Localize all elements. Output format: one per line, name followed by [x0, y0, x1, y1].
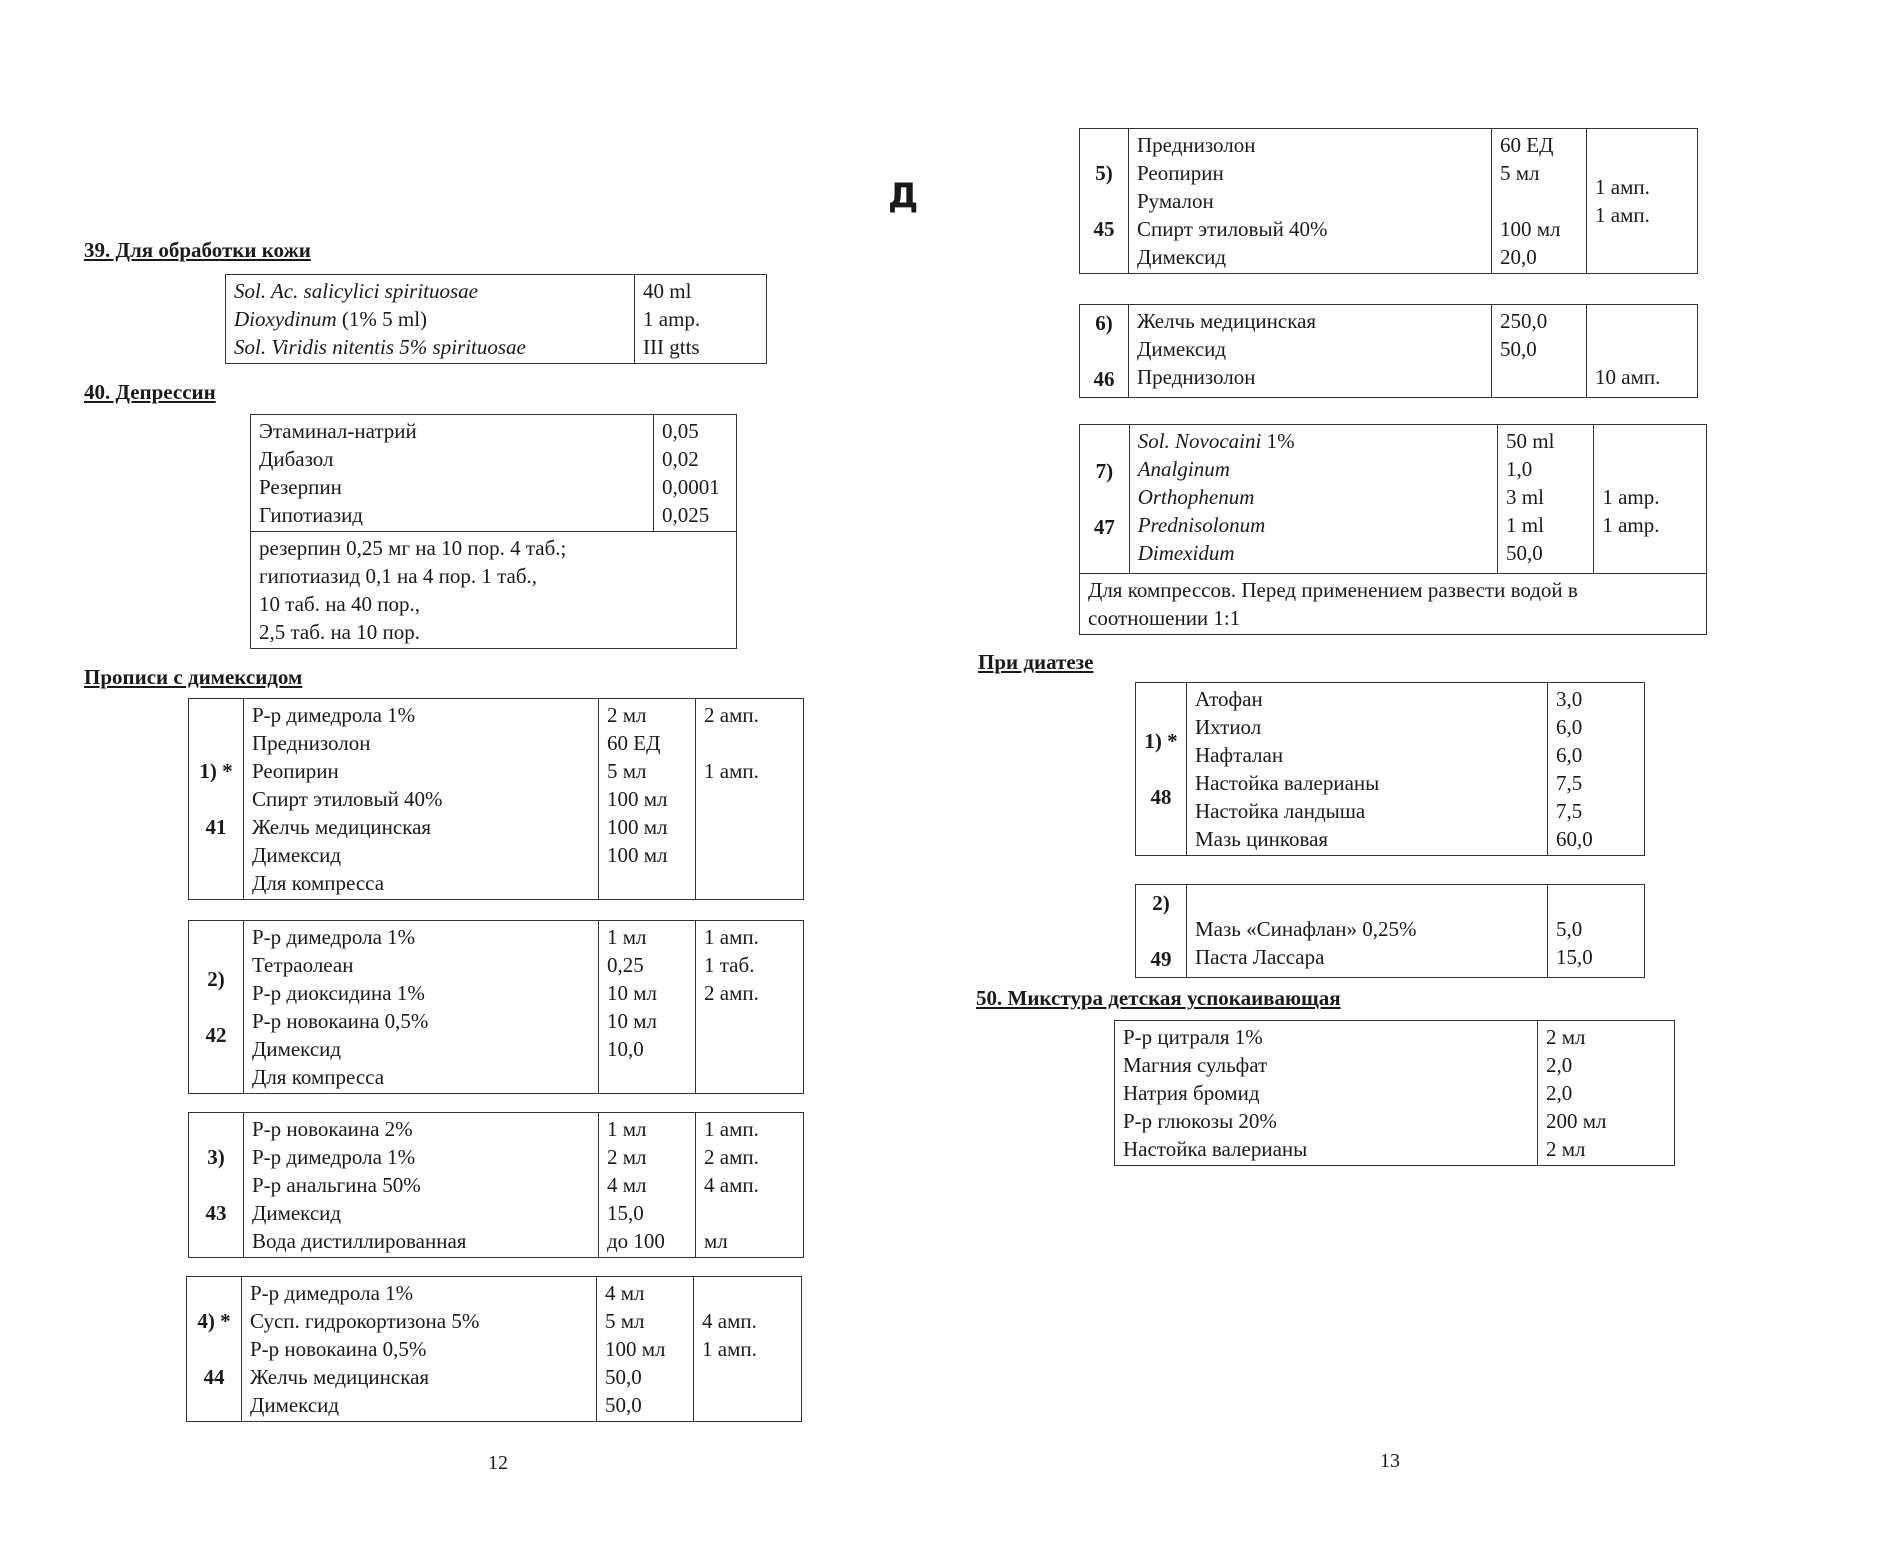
- rx48-label: 1) *: [1144, 729, 1178, 753]
- rx44-amp: 4 амп.: [702, 1309, 757, 1333]
- rx40-name-2: Дибазол: [259, 447, 334, 471]
- rx41-label: 1) *: [199, 759, 233, 783]
- table-rx41: [188, 698, 804, 900]
- rx43-qty: до 100: [607, 1229, 665, 1253]
- rx42-qtys: [599, 921, 696, 1094]
- rx50-qty: 2 мл: [1546, 1025, 1586, 1049]
- rx41-qty: 100 мл: [607, 815, 668, 839]
- rx44-name: Р-р димедрола 1%: [250, 1281, 414, 1305]
- rx43-name: Р-р новокаина 2%: [252, 1117, 413, 1141]
- section-letter: Д: [888, 176, 919, 216]
- rx39-qty-2: 1 amp.: [643, 307, 701, 331]
- rx46-label: 6): [1095, 311, 1113, 335]
- rx49-names: [1187, 885, 1548, 978]
- rx42-name: Р-р димедрола 1%: [252, 925, 416, 949]
- rx45-qty: [1500, 187, 1578, 215]
- rx50-name: Магния сульфат: [1123, 1053, 1268, 1077]
- rx48-name: Нафталан: [1195, 743, 1284, 767]
- rx50-name: Настойка валерианы: [1123, 1137, 1308, 1161]
- rx47-qty: 50,0: [1505, 541, 1543, 565]
- table-rx40: [250, 414, 737, 649]
- rx44-name: Сусп. гидрокортизона 5%: [250, 1309, 480, 1333]
- table-rx39: [225, 274, 767, 364]
- rx47-amp: 1 amp.: [1602, 485, 1660, 509]
- rx46-qtys: [1492, 305, 1587, 398]
- rx41-name: Спирт этиловый 40%: [252, 787, 443, 811]
- heading-dimexid: Прописи с димексидом: [84, 665, 303, 689]
- rx47-names: [1129, 425, 1497, 574]
- rx41-amp: 1 амп.: [704, 759, 759, 783]
- rx48-qty: 7,5: [1556, 771, 1583, 795]
- rx44-amps: [694, 1277, 802, 1422]
- rx41-qty: [607, 869, 687, 897]
- rx46-amps: [1587, 305, 1698, 398]
- rx43-qty: 1 мл: [607, 1117, 647, 1141]
- rx40-qty-2: 0,02: [662, 447, 699, 471]
- rx49-name: Мазь «Синафлан» 0,25%: [1195, 917, 1417, 941]
- table-rx47: [1079, 424, 1707, 635]
- table-rx49: [1135, 884, 1645, 978]
- rx44-name: Р-р новокаина 0,5%: [250, 1337, 427, 1361]
- rx47-name: Orthophenum: [1137, 485, 1255, 509]
- rx46-amp: [1595, 335, 1689, 363]
- rx47-num: 47: [1093, 515, 1115, 539]
- rx43-amps: [696, 1113, 804, 1258]
- rx40-note-1: резерпин 0,25 мг на 10 пор. 4 таб.;: [259, 536, 567, 560]
- rx44-number-cell: [187, 1277, 242, 1422]
- rx50-qty: 2 мл: [1546, 1137, 1586, 1161]
- rx39-qtys: [635, 275, 767, 364]
- rx50-name: Р-р глюкозы 20%: [1123, 1109, 1277, 1133]
- rx44-qty: 100 мл: [605, 1337, 666, 1361]
- rx49-qty: 15,0: [1556, 945, 1593, 969]
- rx47-label: 7): [1095, 459, 1114, 483]
- table-rx50: [1114, 1020, 1675, 1166]
- rx50-name: Натрия бромид: [1123, 1081, 1260, 1105]
- rx48-qty: 60,0: [1556, 827, 1593, 851]
- rx43-amp: [704, 1199, 795, 1227]
- rx40-note-2: гипотиазид 0,1 на 4 пор. 1 таб.,: [259, 564, 538, 588]
- rx44-qtys: [597, 1277, 694, 1422]
- rx42-number-cell: [189, 921, 244, 1094]
- rx49-qty: 5,0: [1556, 917, 1583, 941]
- rx41-amp: 2 амп.: [704, 703, 759, 727]
- rx42-name: Р-р новокаина 0,5%: [252, 1009, 429, 1033]
- rx39-qty-1: 40 ml: [643, 279, 692, 303]
- rx42-qty: 0,25: [607, 953, 644, 977]
- rx45-qty: 60 ЕД: [1500, 133, 1554, 157]
- rx45-amps: [1587, 129, 1698, 274]
- rx42-num: 42: [205, 1023, 227, 1047]
- rx50-names: [1115, 1021, 1538, 1166]
- rx40-note-4: 2,5 таб. на 10 пор.: [259, 620, 420, 644]
- rx39-names: [226, 275, 635, 364]
- rx48-qty: 6,0: [1556, 715, 1583, 739]
- rx50-name: Р-р цитраля 1%: [1123, 1025, 1263, 1049]
- rx43-amp: мл: [704, 1229, 728, 1253]
- rx47-qty: 3 ml: [1505, 485, 1544, 509]
- rx46-number-cell: [1080, 305, 1129, 398]
- rx40-qtys: [654, 415, 737, 532]
- rx43-name: Вода дистиллированная: [252, 1229, 467, 1253]
- rx45-name: Димексид: [1137, 245, 1227, 269]
- rx48-name: Атофан: [1195, 687, 1263, 711]
- rx41-qty: 60 ЕД: [607, 731, 661, 755]
- rx43-name: Р-р анальгина 50%: [252, 1173, 421, 1197]
- rx49-qty: [1556, 887, 1636, 915]
- rx42-qty: 10 мл: [607, 1009, 658, 1033]
- rx47-qty: 50 ml: [1505, 429, 1555, 453]
- rx48-names: [1187, 683, 1548, 856]
- rx50-qty: 2,0: [1546, 1053, 1573, 1077]
- rx48-qty: 3,0: [1556, 687, 1583, 711]
- rx47-amp: 1 amp.: [1602, 513, 1660, 537]
- rx42-amp: 1 таб.: [704, 953, 755, 977]
- rx47-note: Для компрессов. Перед применением развести водой в соотношении 1:1: [1080, 574, 1707, 635]
- table-rx42: [188, 920, 804, 1094]
- rx42-amps: [696, 921, 804, 1094]
- rx42-qty: 10 мл: [607, 981, 658, 1005]
- rx42-amp: 2 амп.: [704, 981, 759, 1005]
- rx49-name: Паста Лассара: [1195, 945, 1325, 969]
- rx44-qty: 5 мл: [605, 1309, 645, 1333]
- rx49-qtys: [1548, 885, 1645, 978]
- rx50-qtys: [1538, 1021, 1675, 1166]
- rx43-label: 3): [207, 1145, 225, 1169]
- rx40-note-3: 10 таб. на 40 пор.,: [259, 592, 420, 616]
- rx42-name: Р-р диоксидина 1%: [252, 981, 425, 1005]
- table-rx43: [188, 1112, 804, 1258]
- rx40-qty-3: 0,0001: [662, 475, 720, 499]
- rx40-name-3: Резерпин: [259, 475, 342, 499]
- rx41-num: 41: [205, 815, 227, 839]
- rx46-name: Преднизолон: [1137, 365, 1256, 389]
- rx42-qty: 10,0: [607, 1037, 644, 1061]
- table-rx48: [1135, 682, 1645, 856]
- rx41-qty: 100 мл: [607, 787, 668, 811]
- rx42-qty: 1 мл: [607, 925, 647, 949]
- rx40-qty-4: 0,025: [662, 503, 710, 527]
- rx48-name: Ихтиол: [1195, 715, 1262, 739]
- rx44-names: [242, 1277, 597, 1422]
- rx43-names: [244, 1113, 599, 1258]
- rx45-qty: 5 мл: [1500, 161, 1540, 185]
- rx49-number-cell: [1136, 885, 1187, 978]
- rx44-name: Димексид: [250, 1393, 340, 1417]
- page-number-right: 13: [1380, 1450, 1400, 1472]
- rx49-label: 2): [1152, 891, 1170, 915]
- rx44-name: Желчь медицинская: [250, 1365, 430, 1389]
- rx41-qty: 5 мл: [607, 759, 647, 783]
- rx41-qtys: [599, 699, 696, 900]
- rx47-amp: [1602, 539, 1698, 567]
- heading-rx39: 39. Для обработки кожи: [84, 238, 311, 262]
- rx44-qty: 50,0: [605, 1393, 642, 1417]
- rx39-qty-3: III gtts: [643, 335, 700, 359]
- rx47-amps: [1594, 425, 1707, 574]
- rx44-label: 4) *: [197, 1309, 231, 1333]
- rx42-amp: 1 амп.: [704, 925, 759, 949]
- rx40-name-1: Этаминал-натрий: [259, 419, 417, 443]
- rx46-name: Димексид: [1137, 337, 1227, 361]
- rx50-qty: 200 мл: [1546, 1109, 1607, 1133]
- rx45-name: Реопирин: [1137, 161, 1224, 185]
- rx45-names: [1129, 129, 1492, 274]
- rx46-qty: 250,0: [1500, 309, 1548, 333]
- rx45-name: Спирт этиловый 40%: [1137, 217, 1328, 241]
- rx43-num: 43: [205, 1201, 227, 1225]
- rx45-qty: 100 мл: [1500, 217, 1561, 241]
- heading-diathesis: При диатезе: [978, 650, 1094, 674]
- rx40-names: [251, 415, 654, 532]
- rx48-name: Настойка валерианы: [1195, 771, 1380, 795]
- rx48-name: Мазь цинковая: [1195, 827, 1329, 851]
- rx43-qty: 4 мл: [607, 1173, 647, 1197]
- heading-rx50: 50. Микстура детская успокаивающая: [976, 986, 1341, 1010]
- rx40-name-4: Гипотиазид: [259, 503, 363, 527]
- rx43-qty: 2 мл: [607, 1145, 647, 1169]
- rx48-num: 48: [1150, 785, 1172, 809]
- rx45-label: 5): [1095, 161, 1113, 185]
- rx41-name: Р-р димедрола 1%: [252, 703, 416, 727]
- rx45-amp: 1 амп.: [1595, 203, 1650, 227]
- rx41-qty: 2 мл: [607, 703, 647, 727]
- rx47-name: Prednisolonum: [1137, 513, 1266, 537]
- rx47-amp: [1602, 427, 1698, 455]
- rx46-qty: [1500, 363, 1578, 391]
- rx39-name-2: Dioxydinum (1% 5 ml): [234, 307, 428, 331]
- rx45-qtys: [1492, 129, 1587, 274]
- rx44-amp: 1 амп.: [702, 1337, 757, 1361]
- rx46-amp: 10 амп.: [1595, 365, 1661, 389]
- rx44-qty: 50,0: [605, 1365, 642, 1389]
- rx47-amp: [1602, 455, 1698, 483]
- rx43-number-cell: [189, 1113, 244, 1258]
- page-number-left: 12: [488, 1452, 508, 1474]
- rx41-number-cell: [189, 699, 244, 900]
- rx41-name: Желчь медицинская: [252, 815, 432, 839]
- rx42-names: [244, 921, 599, 1094]
- rx48-qty: 6,0: [1556, 743, 1583, 767]
- rx42-name: Для компресса: [252, 1065, 385, 1089]
- table-rx44: [186, 1276, 802, 1422]
- rx39-name-3: Sol. Viridis nitentis 5% spirituosae: [234, 335, 526, 359]
- rx43-name: Р-р димедрола 1%: [252, 1145, 416, 1169]
- rx47-name: Analginum: [1137, 457, 1230, 481]
- rx48-qty: 7,5: [1556, 799, 1583, 823]
- rx47-name: Dimexidum: [1137, 541, 1235, 565]
- rx44-amp: [702, 1279, 793, 1307]
- rx46-amp: [1595, 307, 1689, 335]
- rx45-amp: 1 амп.: [1595, 175, 1650, 199]
- rx45-name: Преднизолон: [1137, 133, 1256, 157]
- rx41-amp: [704, 729, 795, 757]
- rx49-num: 49: [1150, 947, 1172, 971]
- table-rx45: [1079, 128, 1698, 274]
- rx47-number-cell: [1080, 425, 1130, 574]
- rx45-name: Румалон: [1137, 189, 1214, 213]
- rx43-amp: 4 амп.: [704, 1173, 759, 1197]
- rx41-name: Реопирин: [252, 759, 339, 783]
- rx45-num: 45: [1093, 217, 1115, 241]
- rx46-num: 46: [1093, 367, 1115, 391]
- rx44-qty: 4 мл: [605, 1281, 645, 1305]
- rx48-number-cell: [1136, 683, 1187, 856]
- rx47-qtys: [1497, 425, 1593, 574]
- rx50-qty: 2,0: [1546, 1081, 1573, 1105]
- rx46-names: [1129, 305, 1492, 398]
- rx43-name: Димексид: [252, 1201, 342, 1225]
- heading-rx40: 40. Депрессин: [84, 380, 216, 404]
- rx43-qty: 15,0: [607, 1201, 644, 1225]
- rx49-name: [1195, 887, 1539, 915]
- rx47-qty: 1 ml: [1505, 513, 1544, 537]
- rx41-name: Димексид: [252, 843, 342, 867]
- rx45-qty: 20,0: [1500, 245, 1537, 269]
- rx46-name: Желчь медицинская: [1137, 309, 1317, 333]
- rx45-number-cell: [1080, 129, 1129, 274]
- rx43-qtys: [599, 1113, 696, 1258]
- rx41-name: Для компресса: [252, 871, 385, 895]
- rx47-name: Sol. Novocaini 1%: [1137, 429, 1295, 453]
- rx48-name: Настойка ландыша: [1195, 799, 1366, 823]
- rx46-qty: 50,0: [1500, 337, 1537, 361]
- rx40-notes: [251, 532, 737, 649]
- rx39-name-1: Sol. Ac. salicylici spirituosae: [234, 279, 479, 303]
- rx41-names: [244, 699, 599, 900]
- rx45-amp: [1595, 145, 1689, 173]
- rx41-name: Преднизолон: [252, 731, 371, 755]
- rx40-qty-1: 0,05: [662, 419, 699, 443]
- rx47-qty: 1,0: [1505, 457, 1533, 481]
- rx43-amp: 2 амп.: [704, 1145, 759, 1169]
- rx41-qty: 100 мл: [607, 843, 668, 867]
- rx41-amps: [696, 699, 804, 900]
- table-rx46: [1079, 304, 1698, 398]
- rx42-name: Тетраолеан: [252, 953, 354, 977]
- rx44-num: 44: [203, 1365, 225, 1389]
- rx42-name: Димексид: [252, 1037, 342, 1061]
- rx48-qtys: [1548, 683, 1645, 856]
- rx42-label: 2): [207, 967, 225, 991]
- rx43-amp: 1 амп.: [704, 1117, 759, 1141]
